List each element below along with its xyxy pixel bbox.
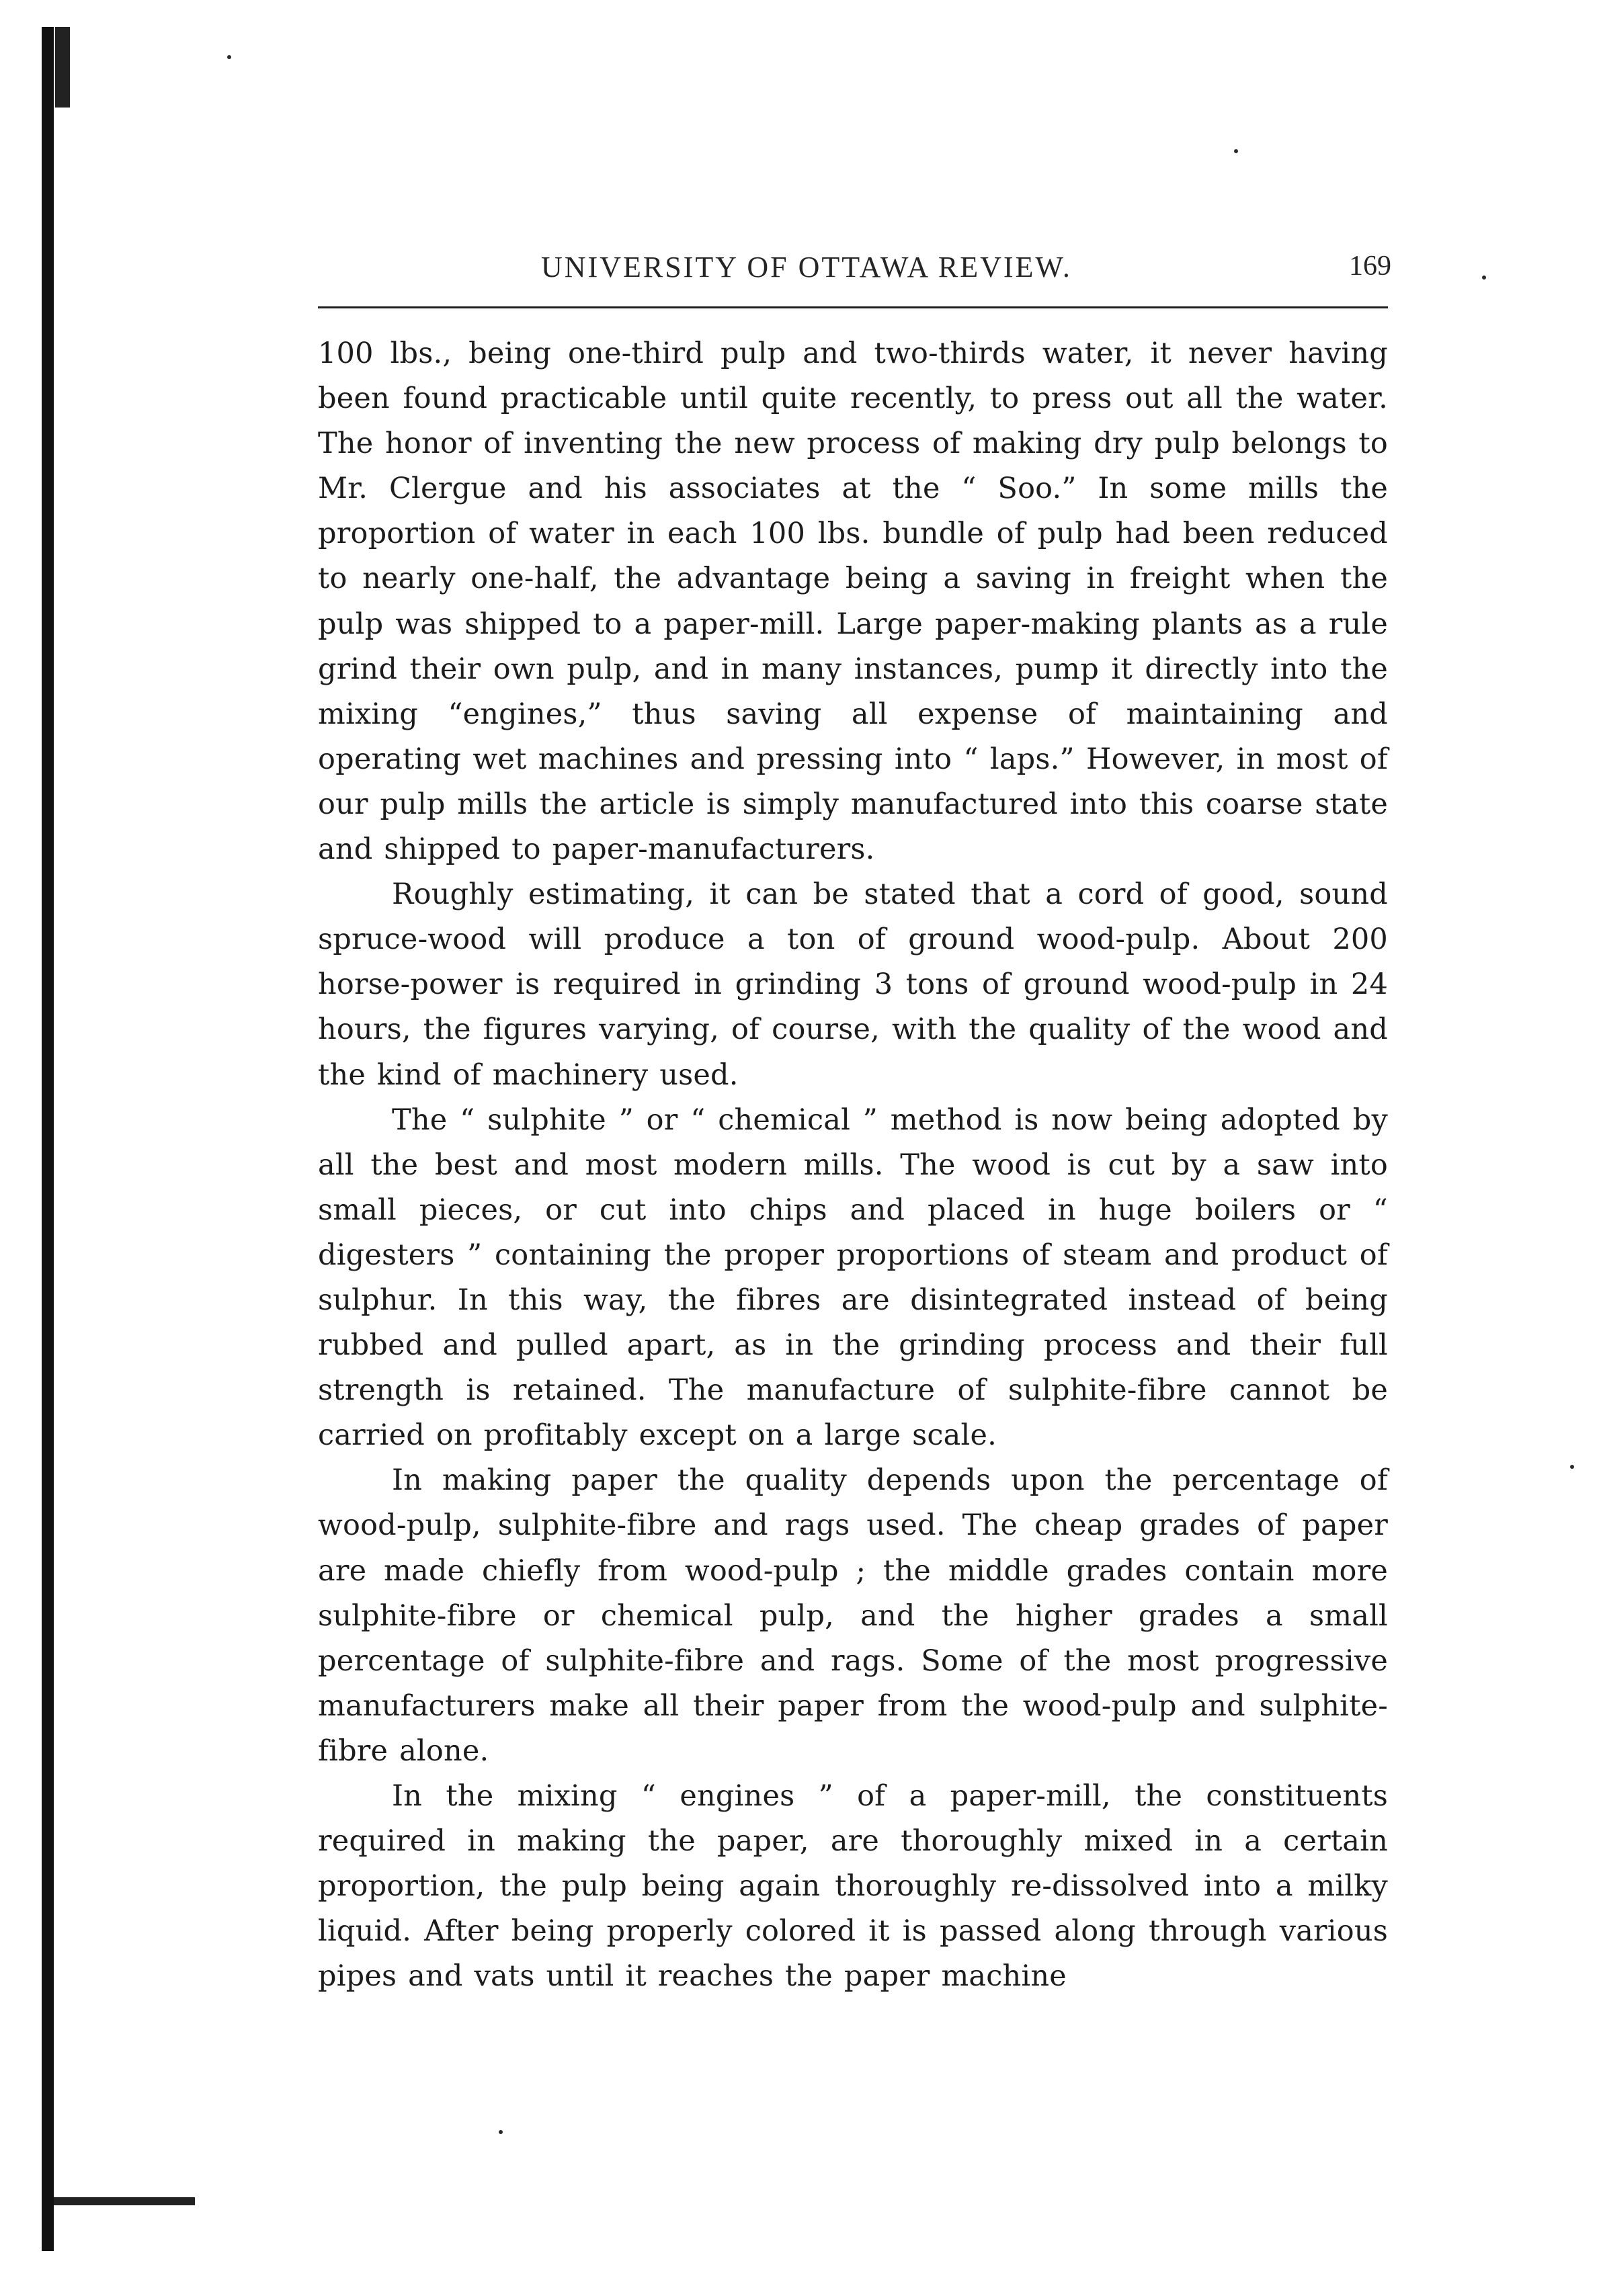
paragraph: In the mixing “ engines ” of a paper-mill, the constituents required in making the paper, are thoroughly mixed in a certain proportion, the pulp being again thoroughly re-dissolved into a milky liquid. After being properly colored it is passed along through various pipes and vats until it reaches the paper machine	[318, 1779, 1388, 1994]
paragraph: Roughly estimating, it can be stated that a cord of good, sound spruce-wood will produce a ton of ground wood-pulp. About 200 horse-power is required in grinding 3 tons of ground wood-pulp in 24 hours, the figures varying, of course, with the quality of the wood and the kind of machinery used.	[318, 878, 1388, 1092]
paragraph: In making paper the quality depends upon the percentage of wood-pulp, sulphite-fibre and rags used. The cheap grades of paper are made chiefly from wood-pulp ; the middle grades contain more sulphite-fibre or chemical pulp, and the higher grades a small percentage of sulphite-fibre and rags. Some of the most progressive manufacturers make all their paper from the wood-pulp and sulphite-fibre alone.	[318, 1463, 1388, 1768]
paragraph: 100 lbs., being one-third pulp and two-thirds water, it never having been found practicable until quite recently, to press out all the water. The honor of inventing the new process of making dry pulp belongs to Mr. Clergue and his associates at the “ Soo.” In some mills the proportion of water in each 100 lbs. bundle of pulp had been reduced to nearly one-half, the advantage being a saving in freight when the pulp was shipped to a paper-mill. Large paper-making plants as a rule grind their own pulp, and in many instances, pump it directly into the mixing “engines,” thus saving all expense of maintaining and operating wet machines and pressing into “ laps.” However, in most of our pulp mills the article is simply manufactured into this coarse state and shipped to paper-manufacturers.	[318, 337, 1388, 867]
running-head: UNIVERSITY OF OTTAWA REVIEW.	[541, 251, 1072, 284]
article-body	[318, 331, 1388, 2078]
binding-edge-top	[55, 27, 70, 108]
scan-speck	[1482, 275, 1486, 280]
scan-speck	[499, 2130, 503, 2134]
scan-speck	[1570, 1465, 1574, 1469]
scan-speck	[1234, 149, 1238, 153]
page-number: 169	[1349, 251, 1391, 282]
binding-shadow	[42, 27, 54, 2251]
scan-speck	[227, 55, 231, 59]
page-header	[316, 250, 1391, 290]
binding-edge-bottom	[54, 2197, 195, 2205]
paragraph: The “ sulphite ” or “ chemical ” method is now being adopted by all the best and most modern mills. The wood is cut by a saw into small pieces, or cut into chips and placed in huge boilers or “ digesters ” containing the proper proportions of steam and product of sulphur. In this way, the fibres are disintegrated instead of being rubbed and pulled apart, as in the grinding process and their full strength is retained. The manufacture of sulphite-fibre cannot be carried on profitably except on a large scale.	[318, 1103, 1388, 1453]
header-rule	[318, 306, 1388, 308]
